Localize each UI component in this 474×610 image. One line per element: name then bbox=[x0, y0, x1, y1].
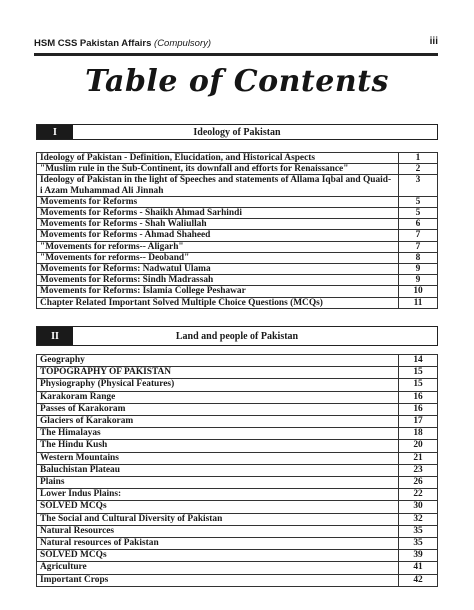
toc-row bbox=[37, 452, 438, 464]
toc-row bbox=[37, 297, 438, 308]
toc-entry-page: 9 bbox=[399, 275, 438, 286]
toc-row bbox=[37, 391, 438, 403]
toc-entry-page: 32 bbox=[399, 513, 438, 525]
section-title: Land and people of Pakistan bbox=[175, 330, 299, 342]
toc-entry-title: Lower Indus Plains: bbox=[37, 489, 399, 501]
toc-row bbox=[37, 489, 438, 501]
book-title: HSM CSS Pakistan Affairs (Compulsory) bbox=[34, 38, 212, 49]
toc-row bbox=[37, 574, 438, 586]
page-title: Table of Contents bbox=[85, 64, 389, 99]
toc-entry-page: 1 bbox=[399, 153, 438, 164]
toc-entry-page: 7 bbox=[399, 230, 438, 241]
toc-entry-title: Baluchistan Plateau bbox=[37, 464, 399, 476]
section-header-1 bbox=[36, 124, 438, 140]
section-title: Ideology of Pakistan bbox=[193, 126, 281, 138]
toc-row bbox=[37, 501, 438, 513]
toc-row bbox=[37, 428, 438, 440]
toc-row bbox=[37, 286, 438, 297]
toc-row bbox=[37, 264, 438, 275]
toc-entry-title: Karakoram Range bbox=[37, 391, 399, 403]
toc-entry-title: "Movements for reforms-- Deoband" bbox=[37, 252, 399, 263]
toc-entry-page: 15 bbox=[399, 379, 438, 391]
toc-table-section-2 bbox=[36, 354, 438, 587]
toc-entry-page: 20 bbox=[399, 440, 438, 452]
toc-entry-page: 39 bbox=[399, 550, 438, 562]
toc-entry-page: 11 bbox=[399, 297, 438, 308]
toc-row bbox=[37, 355, 438, 367]
toc-row bbox=[37, 440, 438, 452]
toc-entry-title: Important Crops bbox=[37, 574, 399, 586]
toc-row bbox=[37, 208, 438, 219]
running-header bbox=[34, 34, 438, 50]
toc-entry-title: Glaciers of Karakoram bbox=[37, 416, 399, 428]
toc-entry-page: 15 bbox=[399, 367, 438, 379]
toc-row bbox=[37, 538, 438, 550]
toc-row bbox=[37, 513, 438, 525]
section-number: II bbox=[37, 327, 73, 345]
toc-entry-title: Physiography (Physical Features) bbox=[37, 379, 399, 391]
toc-entry-title: Ideology of Pakistan - Definition, Elucidation, and Historical Aspects bbox=[37, 153, 399, 164]
toc-entry-title: Natural Resources bbox=[37, 525, 399, 537]
toc-entry-title: Movements for Reforms: Sindh Madrassah bbox=[37, 275, 399, 286]
toc-entry-title: SOLVED MCQs bbox=[37, 501, 399, 513]
toc-entry-page: 22 bbox=[399, 489, 438, 501]
toc-entry-page: 35 bbox=[399, 538, 438, 550]
toc-row bbox=[37, 252, 438, 263]
toc-entry-title: Movements for Reforms bbox=[37, 196, 399, 207]
toc-entry-page: 3 bbox=[399, 175, 438, 196]
toc-entry-title: "Movements for reforms-- Aligarh" bbox=[37, 241, 399, 252]
toc-entry-page: 18 bbox=[399, 428, 438, 440]
toc-row bbox=[37, 241, 438, 252]
toc-entry-title: "Muslim rule in the Sub-Continent, its downfall and efforts for Renaissance" bbox=[37, 164, 399, 175]
toc-row bbox=[37, 550, 438, 562]
toc-entry-page: 10 bbox=[399, 286, 438, 297]
toc-entry-title: Natural resources of Pakistan bbox=[37, 538, 399, 550]
toc-row bbox=[37, 379, 438, 391]
toc-row bbox=[37, 464, 438, 476]
toc-row bbox=[37, 525, 438, 537]
toc-entry-page: 8 bbox=[399, 252, 438, 263]
toc-entry-title: Movements for Reforms - Shaikh Ahmad Sarhindi bbox=[37, 208, 399, 219]
toc-entry-page: 26 bbox=[399, 477, 438, 489]
book-subtitle: (Compulsory) bbox=[154, 38, 212, 49]
toc-entry-title: Ideology of Pakistan in the light of Speeches and statements of Allama Iqbal and Quaid- i Azam Muhammad Ali Jinnah bbox=[37, 175, 399, 196]
toc-entry-page: 41 bbox=[399, 562, 438, 574]
toc-entry-page: 6 bbox=[399, 219, 438, 230]
section-number: I bbox=[37, 125, 73, 139]
toc-row bbox=[37, 367, 438, 379]
toc-entry-page: 7 bbox=[399, 241, 438, 252]
toc-entry-page: 35 bbox=[399, 525, 438, 537]
toc-row bbox=[37, 477, 438, 489]
toc-row bbox=[37, 219, 438, 230]
toc-entry-page: 30 bbox=[399, 501, 438, 513]
toc-row bbox=[37, 275, 438, 286]
toc-entry-page: 2 bbox=[399, 164, 438, 175]
toc-entry-page: 14 bbox=[399, 355, 438, 367]
toc-entry-page: 16 bbox=[399, 403, 438, 415]
toc-entry-title: Agriculture bbox=[37, 562, 399, 574]
toc-row bbox=[37, 175, 438, 196]
toc-entry-title: TOPOGRAPHY OF PAKISTAN bbox=[37, 367, 399, 379]
toc-entry-title: Geography bbox=[37, 355, 399, 367]
toc-entry-page: 23 bbox=[399, 464, 438, 476]
toc-entry-title: Chapter Related Important Solved Multiple Choice Questions (MCQs) bbox=[37, 297, 399, 308]
toc-entry-title: Movements for Reforms: Nadwatul Ulama bbox=[37, 264, 399, 275]
toc-row bbox=[37, 416, 438, 428]
toc-entry-title: SOLVED MCQs bbox=[37, 550, 399, 562]
page-number: iii bbox=[429, 36, 438, 47]
toc-row bbox=[37, 403, 438, 415]
toc-entry-page: 17 bbox=[399, 416, 438, 428]
section-header-2 bbox=[36, 326, 438, 346]
toc-entry-page: 42 bbox=[399, 574, 438, 586]
toc-entry-title: Plains bbox=[37, 477, 399, 489]
toc-entry-title: The Hindu Kush bbox=[37, 440, 399, 452]
toc-entry-page: 16 bbox=[399, 391, 438, 403]
toc-entry-title: Movements for Reforms - Ahmad Shaheed bbox=[37, 230, 399, 241]
toc-entry-title: The Social and Cultural Diversity of Pakistan bbox=[37, 513, 399, 525]
toc-entry-page: 5 bbox=[399, 208, 438, 219]
toc-row bbox=[37, 562, 438, 574]
toc-entry-title: Passes of Karakoram bbox=[37, 403, 399, 415]
toc-row bbox=[37, 230, 438, 241]
toc-row bbox=[37, 153, 438, 164]
toc-entry-page: 9 bbox=[399, 264, 438, 275]
toc-entry-page: 5 bbox=[399, 196, 438, 207]
toc-row bbox=[37, 164, 438, 175]
toc-entry-title: Movements for Reforms - Shah Waliullah bbox=[37, 219, 399, 230]
toc-table-section-1 bbox=[36, 152, 438, 309]
toc-entry-title: Western Mountains bbox=[37, 452, 399, 464]
toc-entry-page: 21 bbox=[399, 452, 438, 464]
toc-entry-title: Movements for Reforms: Islamia College Peshawar bbox=[37, 286, 399, 297]
toc-row bbox=[37, 196, 438, 207]
header-rule bbox=[34, 53, 438, 56]
toc-entry-title: The Himalayas bbox=[37, 428, 399, 440]
